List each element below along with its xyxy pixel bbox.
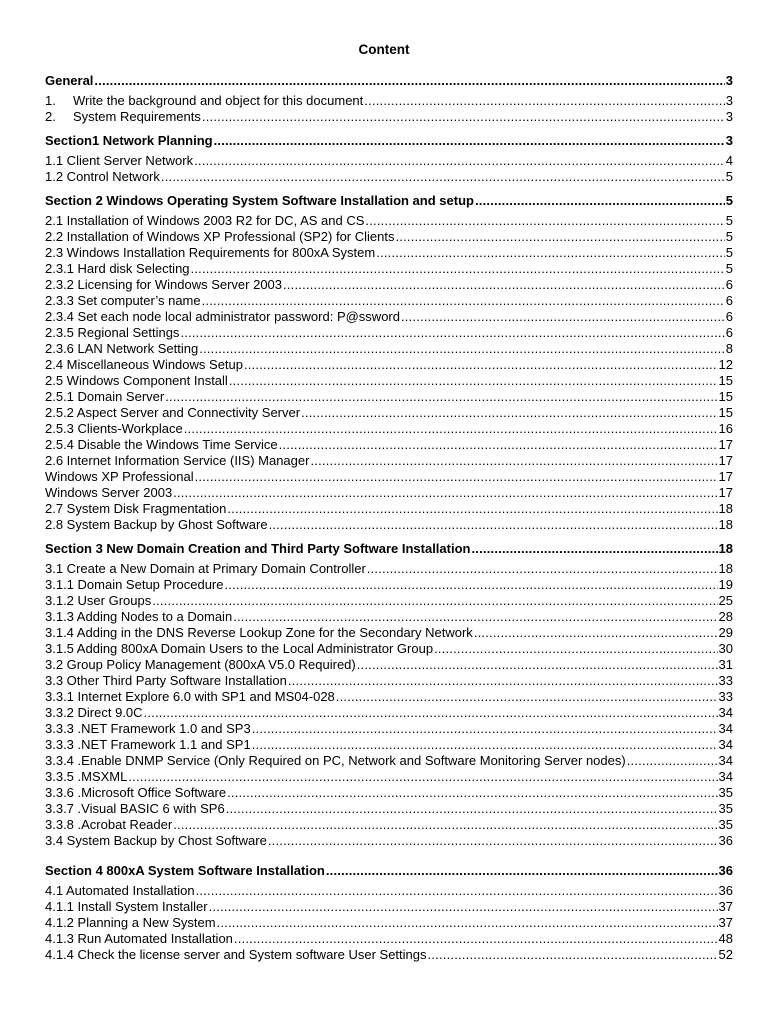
toc-heading[interactable] [45, 72, 733, 88]
toc-page-number: 29 [718, 625, 733, 640]
toc-entry-title: 2.3.1 Hard disk Selecting [45, 261, 190, 276]
toc-entry[interactable] [45, 736, 733, 752]
toc-dot-leader [194, 153, 725, 168]
toc-entry[interactable] [45, 784, 733, 800]
toc-page-number: 52 [718, 947, 733, 962]
toc-dot-leader [395, 229, 724, 244]
toc-page-number: 6 [725, 293, 733, 308]
toc-page-number: 17 [718, 437, 733, 452]
toc-dot-leader [165, 389, 717, 404]
toc-page-number: 3 [725, 109, 733, 124]
toc-entry-title: 2.5.1 Domain Server [45, 389, 165, 404]
toc-entry[interactable] [45, 388, 733, 404]
toc-dot-leader [227, 501, 717, 516]
toc-page-number: 4 [725, 153, 733, 168]
toc-entry-title: 3.3.1 Internet Explore 6.0 with SP1 and MS04-028 [45, 689, 335, 704]
toc-dot-leader [326, 863, 718, 878]
toc-page-number: 33 [718, 689, 733, 704]
toc-entry-title: 3.3.5 .MSXML [45, 769, 128, 784]
toc-entry[interactable] [45, 292, 733, 308]
toc-page-number: 48 [718, 931, 733, 946]
toc-page-number: 31 [718, 657, 733, 672]
toc-entry-title: 2.2 Installation of Windows XP Professional (SP2) for Clients [45, 229, 395, 244]
toc-page-number: 8 [725, 341, 733, 356]
toc-heading[interactable] [45, 862, 733, 878]
toc-entry[interactable] [45, 356, 733, 372]
toc-entry-number: 1. [45, 93, 56, 108]
toc-dot-leader [268, 833, 718, 848]
toc-entry-title: 1.1 Client Server Network [45, 153, 194, 168]
toc-entry[interactable] [45, 560, 733, 576]
toc-dot-leader [202, 109, 725, 124]
toc-page-number: 18 [718, 561, 733, 576]
toc-page-number: 15 [718, 405, 733, 420]
toc-entry-title: 2.4 Miscellaneous Windows Setup [45, 357, 243, 372]
toc-page-number: 18 [718, 541, 733, 556]
toc-entry-title: General [45, 73, 94, 88]
toc-page-number: 34 [718, 753, 733, 768]
toc-entry[interactable] [45, 946, 733, 962]
toc-dot-leader [227, 785, 717, 800]
toc-dot-leader [434, 641, 717, 656]
toc-entry[interactable] [45, 452, 733, 468]
toc-entry[interactable] [45, 228, 733, 244]
toc-entry-title: 3.3.4 .Enable DNMP Service (Only Required on PC, Network and Software Monitoring Server nodes) [45, 753, 626, 768]
toc-dot-leader [199, 341, 725, 356]
toc-entry-title: 2.1 Installation of Windows 2003 R2 for DC, AS and CS [45, 213, 365, 228]
toc-entry-title: 2.5.4 Disable the Windows Time Service [45, 437, 278, 452]
toc-entry[interactable] [45, 672, 733, 688]
toc-dot-leader [310, 453, 717, 468]
toc-entry-title: 4.1.2 Planning a New System [45, 915, 216, 930]
toc-entry-title: 3.1.2 User Groups [45, 593, 152, 608]
toc-dot-leader [226, 801, 718, 816]
toc-entry-title: 3.3 Other Third Party Software Installation [45, 673, 287, 688]
toc-dot-leader [195, 469, 718, 484]
toc-dot-leader [180, 325, 724, 340]
toc-page-number: 6 [725, 325, 733, 340]
toc-entry[interactable] [45, 592, 733, 608]
toc-dot-leader [191, 261, 725, 276]
toc-entry-title: Section 4 800xA System Software Installation [45, 863, 325, 878]
toc-entry[interactable] [45, 882, 733, 898]
toc-dot-leader [161, 169, 725, 184]
toc-page-number: 5 [725, 245, 733, 260]
toc-dot-leader [196, 883, 718, 898]
toc-entry-title: 2.3.2 Licensing for Windows Server 2003 [45, 277, 283, 292]
toc-entry-text: System Requirements [73, 109, 201, 124]
toc-dot-leader [209, 899, 718, 914]
toc-page-number: 15 [718, 373, 733, 388]
toc-page-number: 18 [718, 501, 733, 516]
toc-page-number: 5 [725, 261, 733, 276]
toc-entry-title: Windows XP Professional [45, 469, 194, 484]
toc-heading[interactable] [45, 540, 733, 556]
toc-dot-leader [627, 753, 718, 768]
toc-dot-leader [94, 73, 724, 88]
toc-page-number: 3 [725, 133, 733, 148]
toc-entry-title: 3.1 Create a New Domain at Primary Domain Controller [45, 561, 366, 576]
toc-entry[interactable] [45, 420, 733, 436]
toc-page-number: 5 [725, 169, 733, 184]
toc-entry[interactable] [45, 768, 733, 784]
toc-entry-title: 3.4 System Backup by Chost Software [45, 833, 267, 848]
toc-entry-title: Windows Server 2003 [45, 485, 173, 500]
toc-entry-title: 3.1.4 Adding in the DNS Reverse Lookup Zone for the Secondary Network [45, 625, 473, 640]
toc-entry-title [45, 93, 363, 108]
toc-page-number: 28 [718, 609, 733, 624]
toc-heading[interactable] [45, 132, 733, 148]
toc-entry-title: 3.2 Group Policy Management (800xA V5.0 Required) [45, 657, 356, 672]
toc-dot-leader [283, 277, 725, 292]
toc-entry[interactable] [45, 608, 733, 624]
toc-entry-title: 4.1 Automated Installation [45, 883, 195, 898]
toc-entry[interactable] [45, 308, 733, 324]
toc-entry-title: 3.1.3 Adding Nodes to a Domain [45, 609, 233, 624]
toc-page-number: 33 [718, 673, 733, 688]
toc-dot-leader [428, 947, 718, 962]
toc-entry-title: 3.3.3 .NET Framework 1.0 and SP3 [45, 721, 251, 736]
toc-dot-leader [184, 421, 718, 436]
toc-entry[interactable] [45, 800, 733, 816]
toc-page-number: 37 [718, 915, 733, 930]
toc-entry-title: 1.2 Control Network [45, 169, 160, 184]
toc-entry-title: 3.3.7 .Visual BASIC 6 with SP6 [45, 801, 225, 816]
toc-entry-title: 2.3.6 LAN Network Setting [45, 341, 199, 356]
toc-entry[interactable] [45, 152, 733, 168]
toc-dot-leader [367, 561, 718, 576]
toc-entry-title: 4.1.4 Check the license server and System software User Settings [45, 947, 427, 962]
toc-entry[interactable] [45, 898, 733, 914]
toc-dot-leader [202, 293, 725, 308]
toc-entry-title: 2.6 Internet Information Service (IIS) Manager [45, 453, 310, 468]
toc-dot-leader [225, 577, 718, 592]
toc-dot-leader [234, 931, 718, 946]
toc-dot-leader [357, 657, 718, 672]
toc-entry[interactable] [45, 468, 733, 484]
toc-entry[interactable] [45, 168, 733, 184]
toc-entry-title: 3.3.6 .Microsoft Office Software [45, 785, 227, 800]
toc-entry[interactable] [45, 500, 733, 516]
toc-dot-leader [152, 593, 717, 608]
toc-entry[interactable] [45, 516, 733, 532]
toc-page-number: 12 [718, 357, 733, 372]
toc-entry-title [45, 109, 201, 124]
toc-entry[interactable] [45, 688, 733, 704]
toc-entry-title: 3.3.3 .NET Framework 1.1 and SP1 [45, 737, 251, 752]
toc-page-number: 17 [718, 485, 733, 500]
toc-dot-leader [336, 689, 718, 704]
toc-page-number: 16 [718, 421, 733, 436]
toc-page-number: 3 [725, 73, 733, 88]
page-title: Content [358, 42, 410, 57]
toc-page-number: 34 [718, 721, 733, 736]
toc-page-number: 19 [718, 577, 733, 592]
toc-entry-title: 4.1.3 Run Automated Installation [45, 931, 233, 946]
toc-entry-title: 3.1.5 Adding 800xA Domain Users to the Local Administrator Group [45, 641, 434, 656]
toc-dot-leader [269, 517, 718, 532]
toc-entry-title: 3.3.8 .Acrobat Reader [45, 817, 173, 832]
toc-dot-leader [233, 609, 717, 624]
toc-dot-leader [252, 737, 718, 752]
toc-entry[interactable] [45, 244, 733, 260]
toc-dot-leader [229, 373, 718, 388]
toc-page-number: 36 [718, 883, 733, 898]
toc-entry-title: 2.5.2 Aspect Server and Connectivity Server [45, 405, 301, 420]
toc-entry[interactable] [45, 212, 733, 228]
toc-entry[interactable] [45, 340, 733, 356]
toc-page-number: 6 [725, 277, 733, 292]
toc-entry-title: 3.1.1 Domain Setup Procedure [45, 577, 224, 592]
toc-entry-title: 2.8 System Backup by Ghost Software [45, 517, 268, 532]
toc-page-number: 35 [718, 785, 733, 800]
toc-dot-leader [279, 437, 718, 452]
toc-page-number: 5 [725, 193, 733, 208]
toc-dot-leader [365, 213, 724, 228]
toc-entry-title: Section 2 Windows Operating System Software Installation and setup [45, 193, 474, 208]
toc-page-number: 17 [718, 469, 733, 484]
toc-page-number: 25 [718, 593, 733, 608]
toc-page-number: 18 [718, 517, 733, 532]
toc-entry[interactable] [45, 260, 733, 276]
toc-entry[interactable] [45, 372, 733, 388]
toc-dot-leader [364, 93, 725, 108]
toc-dot-leader [376, 245, 725, 260]
toc-page-number: 15 [718, 389, 733, 404]
toc-page-number: 35 [718, 801, 733, 816]
toc-entry-title: 4.1.1 Install System Installer [45, 899, 208, 914]
toc-entry-title: 2.5.3 Clients-Workplace [45, 421, 183, 436]
toc-dot-leader [144, 705, 718, 720]
toc-entry-title: 3.3.2 Direct 9.0C [45, 705, 143, 720]
toc-entry[interactable] [45, 832, 733, 848]
toc-dot-leader [173, 485, 717, 500]
toc-dot-leader [214, 133, 725, 148]
toc-entry[interactable] [45, 92, 733, 108]
toc-entry-title: 2.3.3 Set computer’s name [45, 293, 201, 308]
toc-entry-title: 2.3 Windows Installation Requirements for 800xA System [45, 245, 376, 260]
toc-dot-leader [217, 915, 718, 930]
toc-entry[interactable] [45, 276, 733, 292]
toc-dot-leader [128, 769, 717, 784]
toc-page-number: 30 [718, 641, 733, 656]
toc-entry[interactable] [45, 914, 733, 930]
toc-page-number: 36 [718, 863, 733, 878]
toc-page-number: 5 [725, 213, 733, 228]
toc-entry-number: 2. [45, 109, 56, 124]
toc-entry-text: Write the background and object for this document [73, 93, 364, 108]
toc-page-number: 37 [718, 899, 733, 914]
toc-dot-leader [475, 193, 725, 208]
toc-entry-title: Section 3 New Domain Creation and Third Party Software Installation [45, 541, 471, 556]
toc-entry-title: 2.7 System Disk Fragmentation [45, 501, 227, 516]
toc-entry-title: 2.5 Windows Component Install [45, 373, 228, 388]
toc-dot-leader [471, 541, 717, 556]
toc-page-number: 35 [718, 817, 733, 832]
toc-entry[interactable] [45, 720, 733, 736]
toc-entry-title: Section1 Network Planning [45, 133, 213, 148]
toc-entry[interactable] [45, 640, 733, 656]
toc-dot-leader [244, 357, 718, 372]
toc-dot-leader [252, 721, 718, 736]
toc-dot-leader [474, 625, 718, 640]
toc-entry[interactable] [45, 324, 733, 340]
toc-page-number: 3 [725, 93, 733, 108]
toc-entry[interactable] [45, 656, 733, 672]
toc-entry[interactable] [45, 404, 733, 420]
toc-page-number: 34 [718, 705, 733, 720]
toc-dot-leader [301, 405, 717, 420]
toc-entry[interactable] [45, 816, 733, 832]
toc-entry[interactable] [45, 624, 733, 640]
toc-page-number: 36 [718, 833, 733, 848]
toc-page-number: 5 [725, 229, 733, 244]
toc-dot-leader [401, 309, 725, 324]
toc-heading[interactable] [45, 192, 733, 208]
toc-dot-leader [288, 673, 718, 688]
toc-entry[interactable] [45, 436, 733, 452]
toc-entry[interactable] [45, 752, 733, 768]
toc-page-number: 34 [718, 737, 733, 752]
toc-page-number: 34 [718, 769, 733, 784]
toc-entry[interactable] [45, 108, 733, 124]
toc-entry[interactable] [45, 930, 733, 946]
toc-entry-title: 2.3.5 Regional Settings [45, 325, 180, 340]
toc-entry-title: 2.3.4 Set each node local administrator password: P@ssword [45, 309, 400, 324]
toc-entry[interactable] [45, 704, 733, 720]
toc-page-number: 6 [725, 309, 733, 324]
toc-entry[interactable] [45, 484, 733, 500]
toc-page-number: 17 [718, 453, 733, 468]
toc-entry[interactable] [45, 576, 733, 592]
toc-dot-leader [173, 817, 717, 832]
